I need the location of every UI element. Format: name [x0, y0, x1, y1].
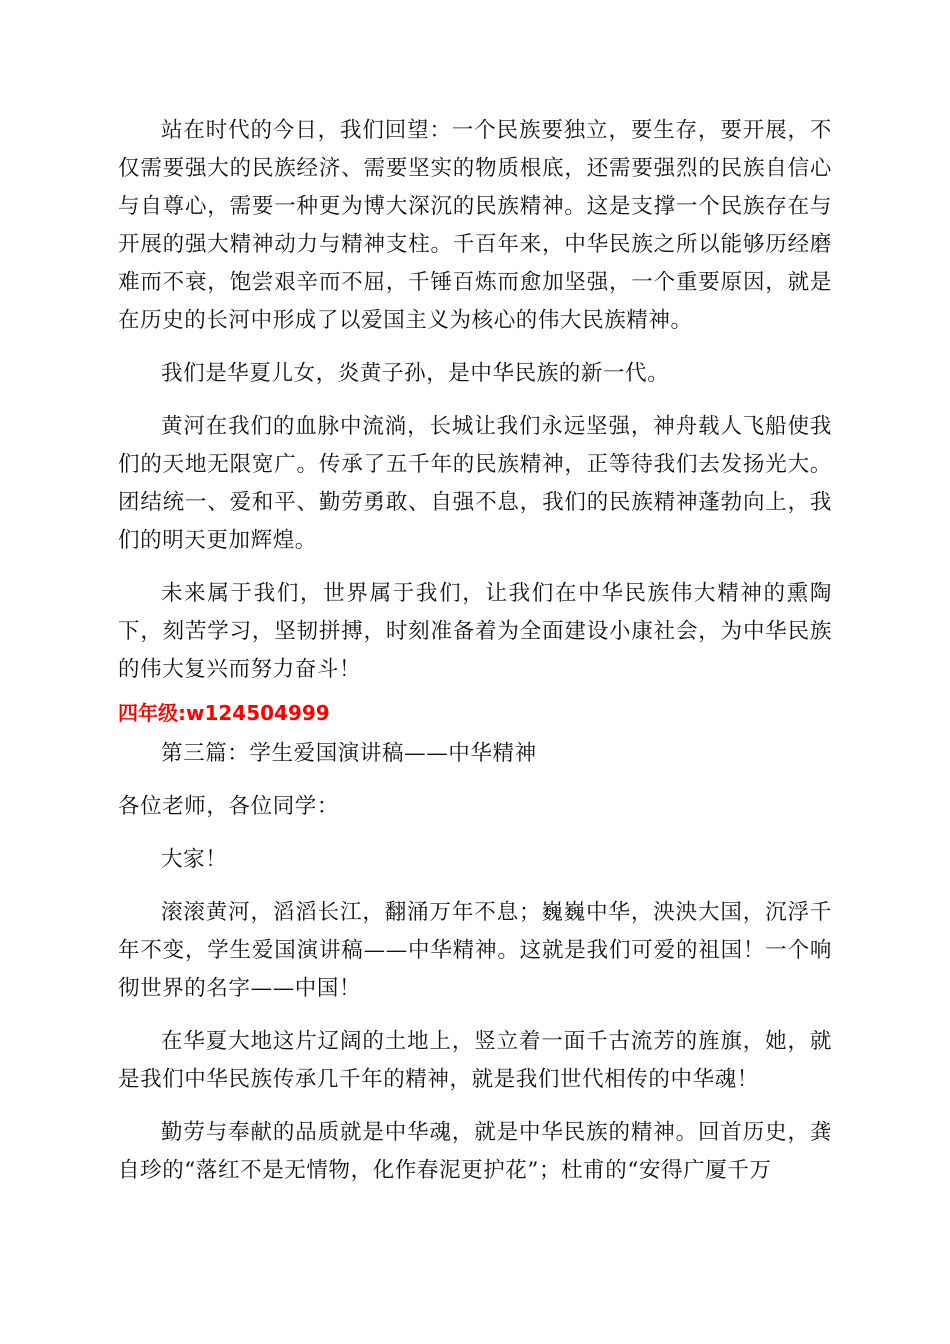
section-title: 第三篇：学生爱国演讲稿——中华精神	[161, 741, 537, 766]
paragraph-diligence: 勤劳与奉献的品质就是中华魂，就是中华民族的精神。回首历史，龚自珍的“落红不是无情物，化作春泥更护花”；杜甫的“安得广厦千万	[118, 1120, 832, 1183]
paragraph-banner-flag: 在华夏大地这片辽阔的土地上，竖立着一面千古流芳的旌旗，她，就是我们中华民族传承几千年的精神，就是我们世代相传的中华魂！	[118, 1029, 832, 1092]
grade-banner: 四年级:w124504999	[118, 701, 330, 725]
paragraph-national-spirit: 站在时代的今日，我们回望：一个民族要独立，要生存，要开展，不仅需要强大的民族经济、需要坚实的物质根底，还需要强烈的民族自信心与自尊心，需要一种更为博大深沉的民族精神。这是支撑一个民族存在与开展的强大精神动力与精神支柱。千百年来，中华民族之所以能够历经磨难而不衰，饱尝艰辛而不屈，千锤百炼而愈加坚强，一个重要原因，就是在历史的长河中形成了以爱国主义为核心的伟大民族精神。	[118, 118, 832, 333]
greeting: 大家！	[161, 847, 228, 872]
paragraph-yellow-river: 黄河在我们的血脉中流淌，长城让我们永远坚强，神舟载人飞船使我们的天地无限宽广。传承了五千年的民族精神，正等待我们去发扬光大。团结统一、爱和平、勤劳勇敢、自强不息，我们的民族精神蓬勃向上，我们的明天更加辉煌。	[118, 414, 832, 553]
salutation: 各位老师，各位同学：	[118, 794, 340, 819]
paragraph-descendants: 我们是华夏儿女，炎黄子孙，是中华民族的新一代。	[161, 361, 670, 386]
document-body	[118, 112, 832, 1205]
paragraph-future: 未来属于我们，世界属于我们，让我们在中华民族伟大精神的熏陶下，刻苦学习，坚韧拼搏，时刻准备着为全面建设小康社会，为中华民族的伟大复兴而努力奋斗！	[118, 581, 832, 682]
paragraph-rivers: 滚滚黄河，滔滔长江，翻涌万年不息；巍巍中华，泱泱大国，沉浮千年不变，学生爱国演讲稿——中华精神。这就是我们可爱的祖国！一个响彻世界的名字——中国！	[118, 900, 832, 1001]
